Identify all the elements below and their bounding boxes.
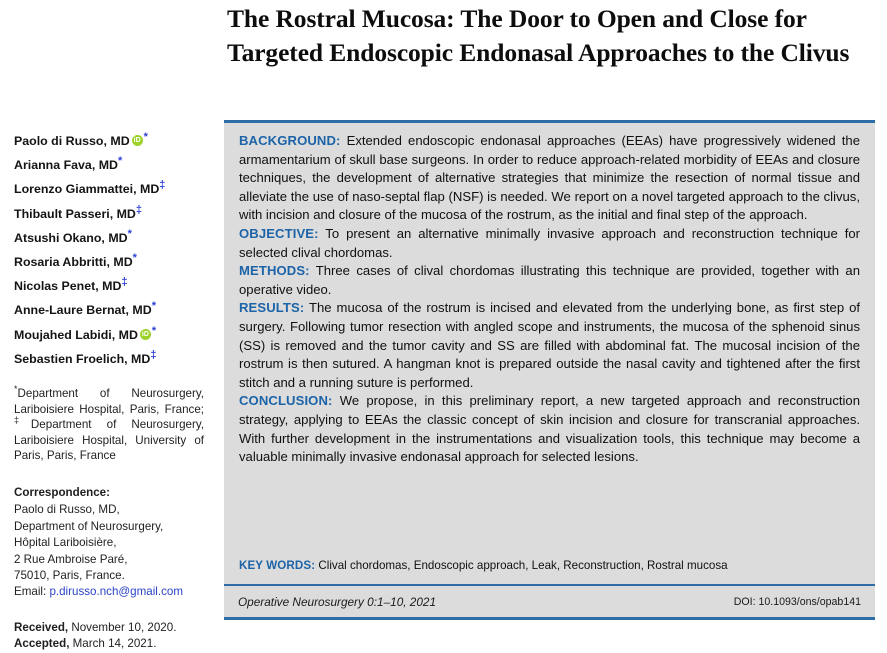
orcid-icon[interactable]	[132, 135, 143, 146]
abstract-objective-label: OBJECTIVE:	[239, 225, 319, 241]
abstract-methods-text: Three cases of clival chordomas illustrating this technique are provided, together with an operative video.	[239, 263, 860, 297]
accepted-line	[14, 636, 210, 652]
affiliation-marker: *	[151, 300, 156, 313]
abstract-methods	[239, 262, 860, 299]
author-entry	[14, 347, 210, 371]
affiliation-text-2: Department of Neurosurgery, Lariboisiere Hospital, University of Paris, Paris, France	[14, 418, 205, 463]
author-entry	[14, 177, 210, 201]
author-name: Arianna Fava, MD	[14, 158, 118, 173]
affiliation-marker: *	[143, 130, 148, 143]
affiliation-text-1: Department of Neurosurgery, Lariboisiere Hospital, Paris, France;	[14, 387, 204, 416]
affiliation-marker: *	[117, 155, 123, 168]
author-name: Paolo di Russo, MD	[14, 134, 130, 148]
affiliations	[14, 386, 204, 464]
author-entry	[14, 226, 210, 250]
author-entry	[14, 250, 210, 274]
abstract-results-text: The mucosa of the rostrum is incised and elevated from the underlying bone, as first step of surgery. Following tumor resection with angled scope and instruments, the mucosa of the sphenoid sinus (SS) is removed and the tumor cavity and SS are filled with abdominal fat. The mucosal incision of the rostrum is then sutured. A hangman knot is prepared outside the nasal cavity and tightened after the first stitch and a running suture is performed.	[239, 300, 860, 390]
abstract-results	[239, 299, 860, 392]
abstract-panel	[224, 120, 875, 584]
affiliation-marker: *	[132, 251, 137, 264]
email-label: Email:	[14, 585, 50, 599]
accepted-value: March 14, 2021.	[69, 637, 157, 651]
email-link[interactable]: p.dirusso.nch@gmail.com	[49, 585, 183, 599]
keywords-label: KEY WORDS:	[239, 559, 316, 572]
author-entry	[14, 153, 210, 177]
affiliation-marker: ‡	[159, 179, 166, 192]
author-entry	[14, 323, 210, 347]
author-name: Nicolas Penet, MD	[14, 279, 122, 294]
abstract-conclusion-text: We propose, in this preliminary report, a new targeted approach and reconstruction strategy, applying to EEAs the classic concept of skin incision and closure for transcranial approaches. With further development in the instrumentations and visualization tools, this technique may become a valuable minimally invasive endonasal approach for selected lesions.	[239, 393, 860, 465]
correspondence-line: Paolo di Russo, MD,	[14, 503, 120, 517]
abstract-background-label: BACKGROUND:	[239, 133, 341, 148]
correspondence-line: 75010, Paris, France.	[14, 569, 125, 583]
dates-block	[14, 620, 210, 653]
author-entry	[14, 202, 210, 226]
author-list	[14, 129, 210, 371]
doi-text[interactable]: DOI: 10.1093/ons/opab141	[733, 595, 861, 608]
abstract-background-text: Extended endoscopic endonasal approaches (EEAs) have progressively widened the armamentarium of skull base surgeons. In order to reduce approach-related morbidity of EEAs and closure techniques, the development of alternative strategies that minimize the resection of normal tissue and alleviate the use of naso-septal flap (NSF) is needed. We report on a novel targeted approach to the clivus, with incision and closure of the mucosa of the rostrum, as the initial and final step of the approach.	[239, 133, 860, 223]
received-value: November 10, 2020.	[68, 620, 177, 634]
orcid-icon[interactable]	[140, 329, 151, 340]
correspondence-line: Hôpital Lariboisière,	[14, 536, 117, 550]
abstract-conclusion-label: CONCLUSION:	[239, 393, 333, 409]
author-name: Rosaria Abbritti, MD	[14, 255, 133, 270]
received-line	[14, 620, 210, 636]
affiliation-marker: *	[127, 227, 132, 240]
correspondence-line: 2 Rue Ambroise Paré,	[14, 552, 128, 566]
author-entry	[14, 298, 210, 322]
abstract-conclusion	[239, 392, 860, 466]
author-entry	[14, 129, 210, 153]
abstract-objective	[239, 225, 860, 262]
affiliation-marker: ‡	[150, 348, 157, 361]
abstract-objective-text: To present an alternative minimally invasive approach and reconstruction technique for selected clival chordomas.	[239, 225, 860, 260]
correspondence-heading: Correspondence:	[14, 486, 110, 499]
author-name: Anne-Laure Bernat, MD	[14, 303, 152, 318]
author-name: Lorenzo Giammattei, MD	[14, 182, 160, 197]
page-title: The Rostral Mucosa: The Door to Open and Close for Targeted Endoscopic Endonasal Approaches to the Clivus	[227, 4, 850, 67]
journal-citation: Operative Neurosurgery 0:1–10, 2021	[238, 594, 437, 609]
correspondence-block	[14, 485, 210, 601]
author-name: Sebastien Froelich, MD	[14, 351, 151, 366]
author-name: Thibault Passeri, MD	[14, 206, 136, 221]
author-entry	[14, 274, 210, 298]
abstract-methods-label: METHODS:	[239, 263, 310, 279]
abstract-background	[239, 132, 860, 225]
keywords-row	[239, 558, 860, 573]
received-label: Received,	[14, 620, 69, 634]
keywords-text: Clival chordomas, Endoscopic approach, Leak, Reconstruction, Rostral mucosa	[315, 559, 728, 572]
affiliation-marker-2: ‡	[14, 415, 31, 426]
author-name: Moujahed Labidi, MD	[14, 327, 138, 342]
affiliation-marker: *	[151, 324, 157, 337]
author-sidebar	[14, 129, 210, 653]
affiliation-marker-1: *	[14, 384, 18, 395]
correspondence-email-line	[14, 584, 210, 600]
author-name: Atsushi Okano, MD	[14, 230, 128, 245]
accepted-label: Accepted,	[14, 637, 70, 651]
correspondence-line: Department of Neurosurgery,	[14, 519, 164, 533]
abstract-results-label: RESULTS:	[239, 300, 305, 316]
footer-band	[224, 584, 875, 620]
affiliation-marker: ‡	[121, 276, 128, 289]
affiliation-marker: ‡	[135, 203, 142, 216]
